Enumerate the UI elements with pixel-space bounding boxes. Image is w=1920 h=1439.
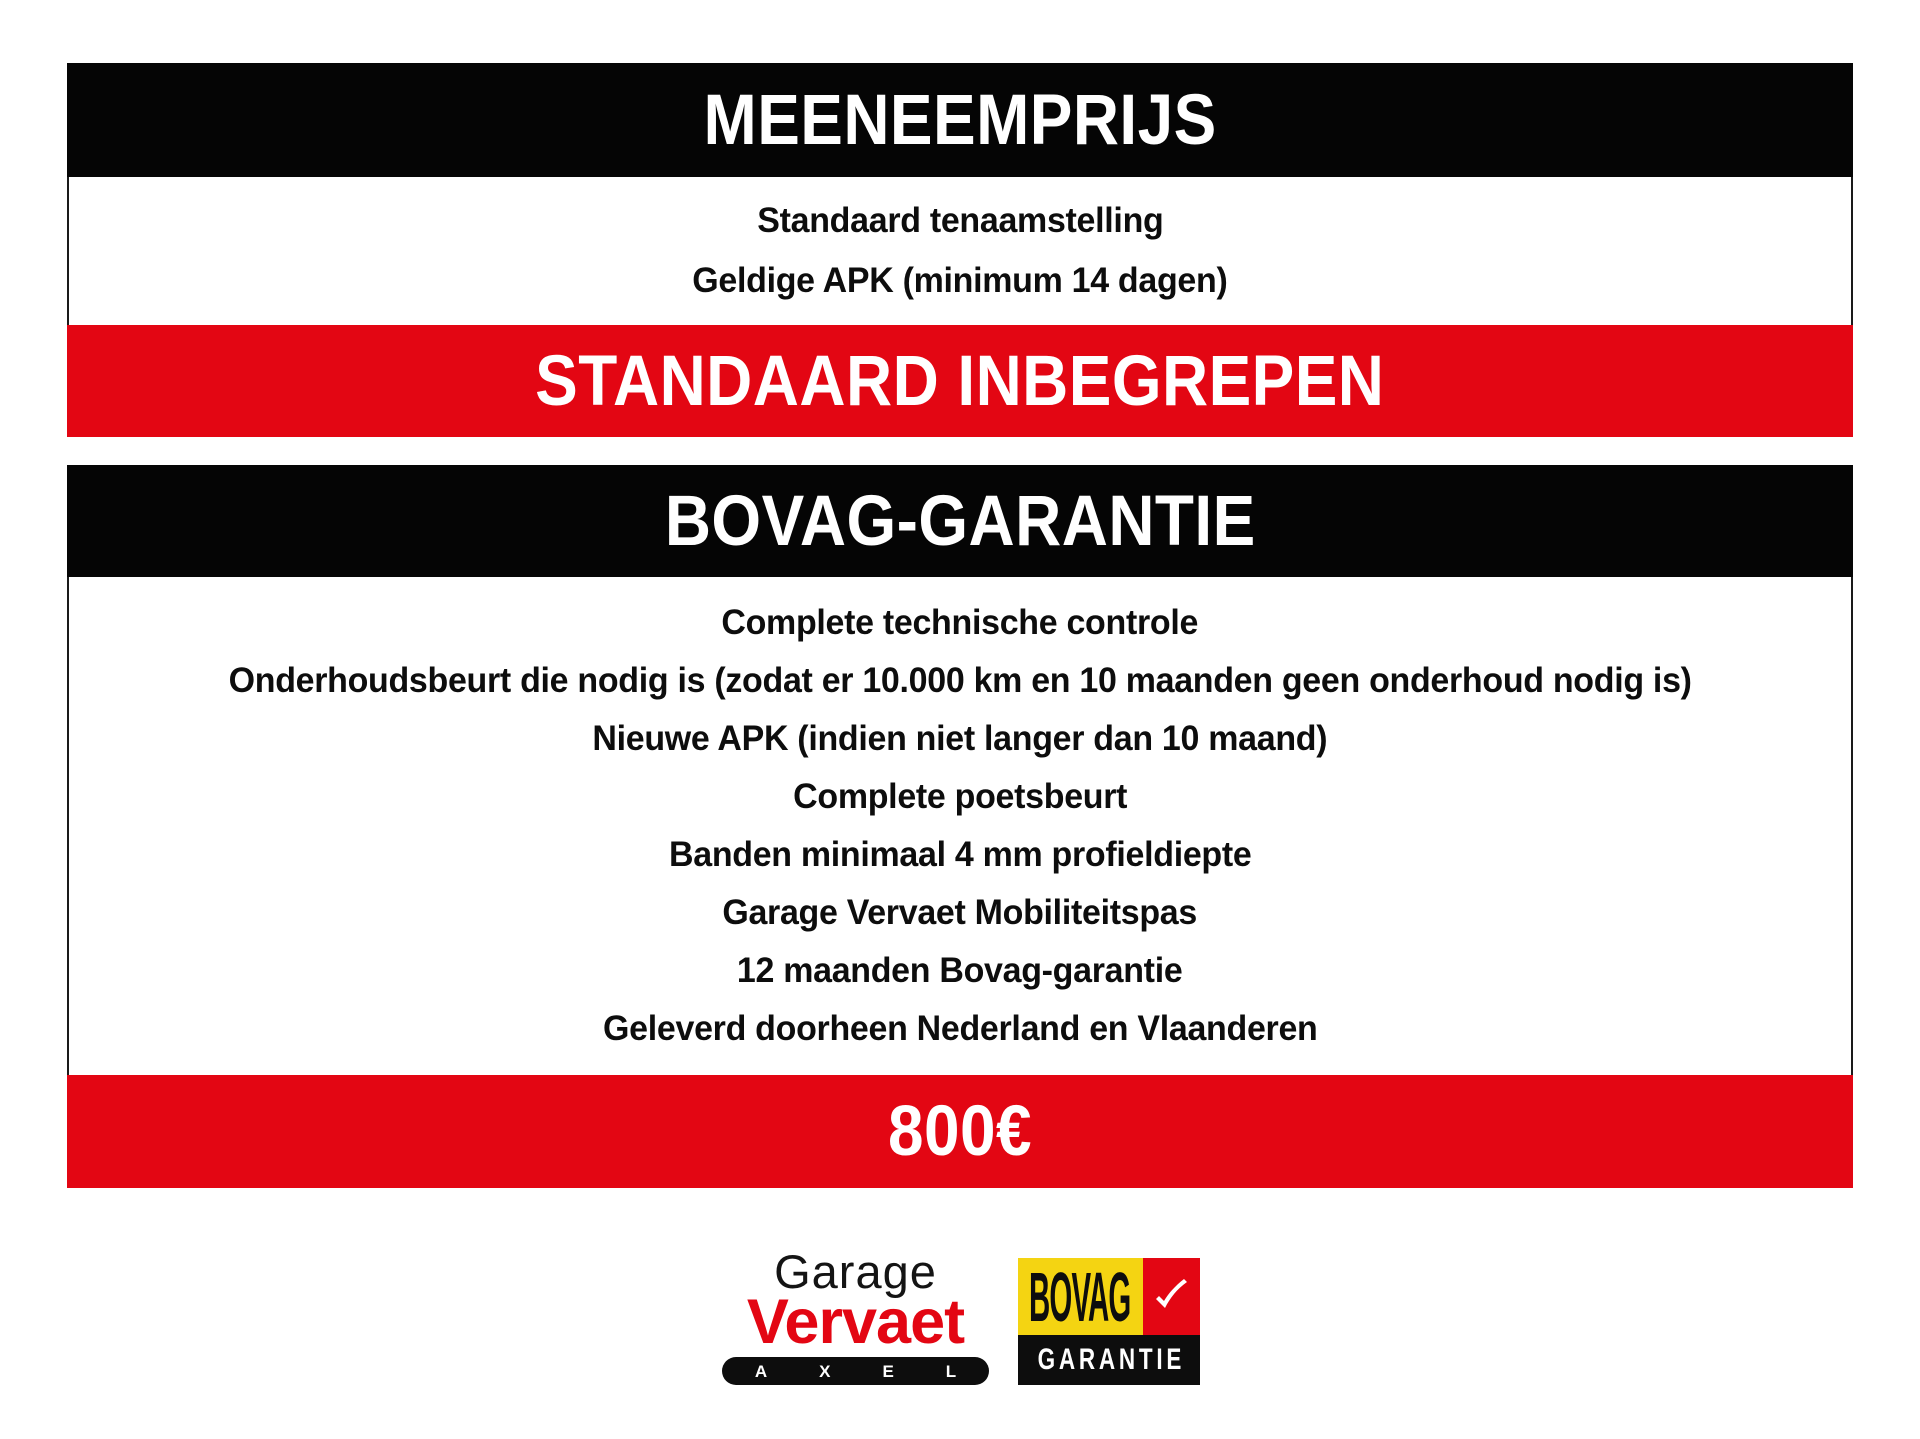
list-item: Garage Vervaet Mobiliteitspas — [722, 893, 1198, 932]
list-item: Complete poetsbeurt — [792, 777, 1128, 816]
footer-logos — [0, 1245, 1920, 1385]
flyer-content — [67, 63, 1853, 1188]
bovag-logo-bottom — [1018, 1335, 1200, 1385]
bovag-garantie-title: BOVAG-GARANTIE — [664, 481, 1256, 561]
list-item: 12 maanden Bovag-garantie — [737, 951, 1183, 990]
standaard-inbegrepen-banner — [67, 325, 1853, 437]
bovag-logo-word: BOVAG — [1029, 1258, 1131, 1335]
price-text: 800€ — [888, 1092, 1032, 1171]
list-item: Standaard tenaamstelling — [756, 201, 1164, 240]
price-banner — [67, 1075, 1853, 1188]
garage-vervaet-logo — [721, 1245, 1009, 1385]
bovag-red-box — [1143, 1258, 1200, 1335]
meeneemprijs-panel — [67, 177, 1853, 325]
list-item: Complete technische controle — [721, 603, 1199, 642]
vervaet-text: Vervaet — [746, 1287, 965, 1357]
list-item: Nieuwe APK (indien niet langer dan 10 maand) — [592, 719, 1328, 758]
standaard-inbegrepen-text: STANDAARD INBEGREPEN — [535, 341, 1385, 421]
checkmark-icon — [1148, 1274, 1194, 1320]
list-item: Geldige APK (minimum 14 dagen) — [692, 261, 1228, 300]
axel-badge-text: AXEL — [754, 1361, 1009, 1381]
garage-text: Garage — [774, 1245, 937, 1298]
bovag-logo-top — [1018, 1258, 1200, 1335]
meeneemprijs-title: MEENEEMPRIJS — [703, 80, 1217, 160]
bovag-yellow-box — [1018, 1258, 1143, 1335]
list-item: Banden minimaal 4 mm profieldiepte — [668, 835, 1252, 874]
bovag-garantie-logo — [1018, 1258, 1200, 1385]
list-item: Geleverd doorheen Nederland en Vlaanderen — [602, 1009, 1318, 1048]
meeneemprijs-header-bar — [67, 63, 1853, 177]
bovag-garantie-panel — [67, 577, 1853, 1075]
garantie-logo-word: GARANTIE — [1037, 1343, 1185, 1376]
bovag-garantie-header-bar — [67, 465, 1853, 577]
section-divider — [67, 437, 1853, 465]
list-item: Onderhoudsbeurt die nodig is (zodat er 10.000 km en 10 maanden geen onderhoud nodig is) — [228, 661, 1692, 700]
axel-badge — [722, 1357, 1009, 1385]
